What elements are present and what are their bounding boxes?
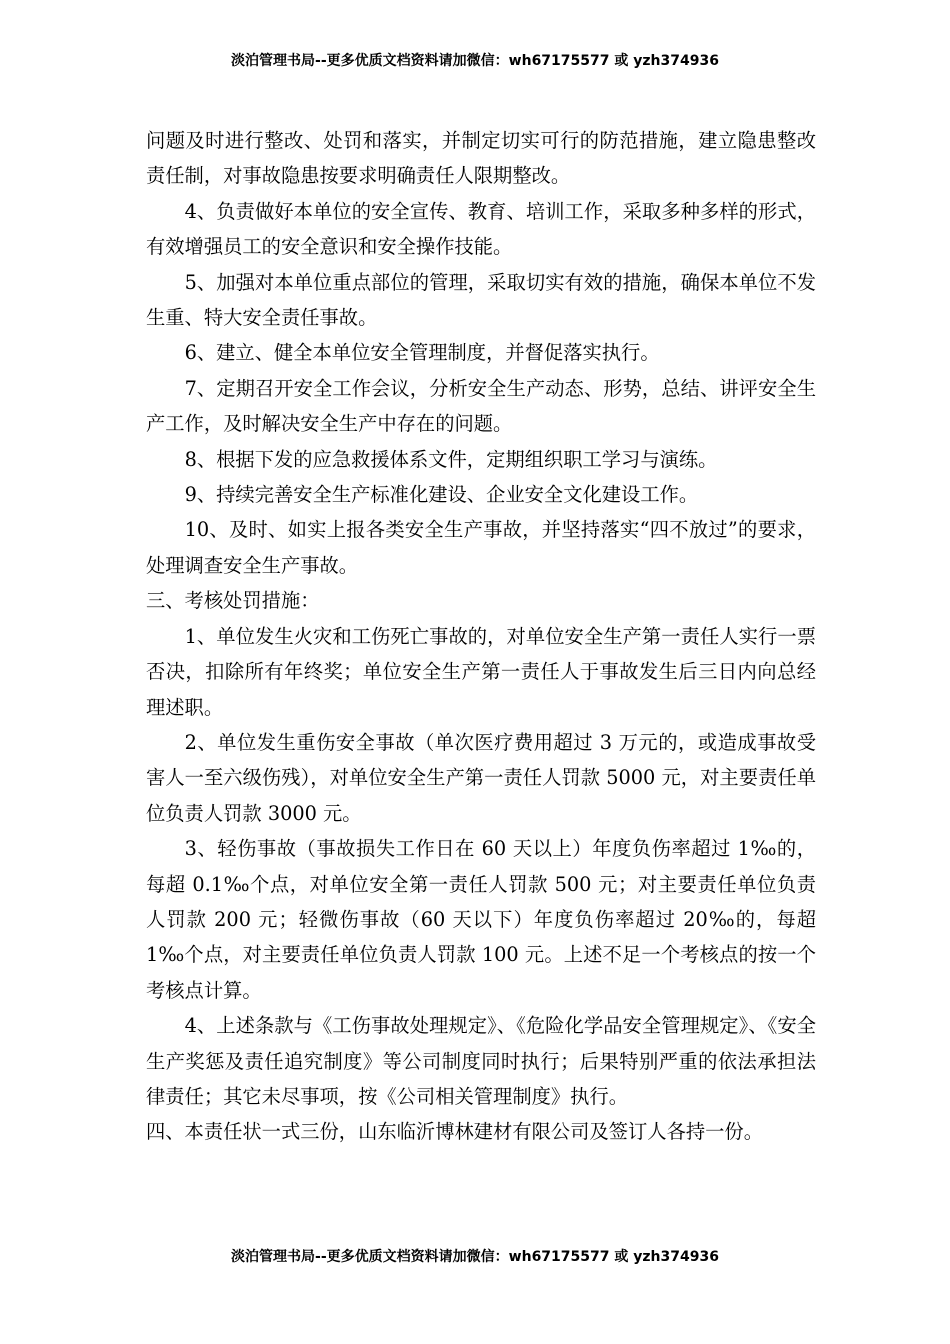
section-heading-3: 三、考核处罚措施： — [146, 589, 320, 613]
paragraph-11: 2、单位发生重伤安全事故（单次医疗费用超过 3 万元的，或造成事故受害人一至六级伤残），对单位安全生产第一责任人罚款 5000 元，对主要责任单位负责人罚款 3000 元。 — [146, 730, 816, 825]
paragraph-8: 10、及时、如实上报各类安全生产事故，并坚持落实“四不放过”的要求，处理调查安全生产事故。 — [146, 518, 816, 577]
paragraph-1: 问题及时进行整改、处罚和落实，并制定切实可行的防范措施，建立隐患整改责任制，对事故隐患按要求明确责任人限期整改。 — [146, 129, 816, 188]
paragraph-4: 6、建立、健全本单位安全管理制度，并督促落实执行。 — [184, 341, 660, 365]
page-header: 淡泊管理书局--更多优质文档资料请加微信：wh67175577 或 yzh374936 — [231, 53, 719, 69]
paragraph-6: 8、根据下发的应急救援体系文件，定期组织职工学习与演练。 — [184, 447, 718, 471]
paragraph-2: 4、负责做好本单位的安全宣传、教育、培训工作，采取多种多样的形式，有效增强员工的安全意识和安全操作技能。 — [146, 199, 816, 259]
paragraph-5: 7、定期召开安全工作会议，分析安全生产动态、形势，总结、讲评安全生产工作，及时解决安全生产中存在的问题。 — [146, 376, 816, 436]
paragraph-12: 3、轻伤事故（事故损失工作日在 60 天以上）年度负伤率超过 1‰的，每超 0.1‰个点，对单位安全第一责任人罚款 500 元；对主要责任单位负责人罚款 200 元；轻微伤事故（60 天以下）年度负伤率超过 20‰的，每超 1‰个点，对主要责任单位负责人罚款 100 元。上述不足一个考核点的按一个考核点计算。 — [146, 837, 816, 1002]
section-heading-4: 四、本责任状一式三份，山东临沂博林建材有限公司及签订人各持一份。 — [146, 1120, 763, 1144]
paragraph-10: 1、单位发生火灾和工伤死亡事故的，对单位安全生产第一责任人实行一票否决，扣除所有年终奖；单位安全生产第一责任人于事故发生后三日内向总经理述职。 — [146, 624, 816, 719]
paragraph-3: 5、加强对本单位重点部位的管理，采取切实有效的措施，确保本单位不发生重、特大安全责任事故。 — [146, 270, 816, 330]
document-body — [146, 123, 816, 1150]
paragraph-7: 9、持续完善安全生产标准化建设、企业安全文化建设工作。 — [184, 483, 699, 507]
page-footer: 淡泊管理书局--更多优质文档资料请加微信：wh67175577 或 yzh374936 — [231, 1249, 719, 1265]
paragraph-13: 4、上述条款与《工伤事故处理规定》、《危险化学品安全管理规定》、《安全生产奖惩及责任追究制度》等公司制度同时执行；后果特别严重的依法承担法律责任；其它未尽事项，按《公司相关管理制度》执行。 — [146, 1014, 816, 1108]
